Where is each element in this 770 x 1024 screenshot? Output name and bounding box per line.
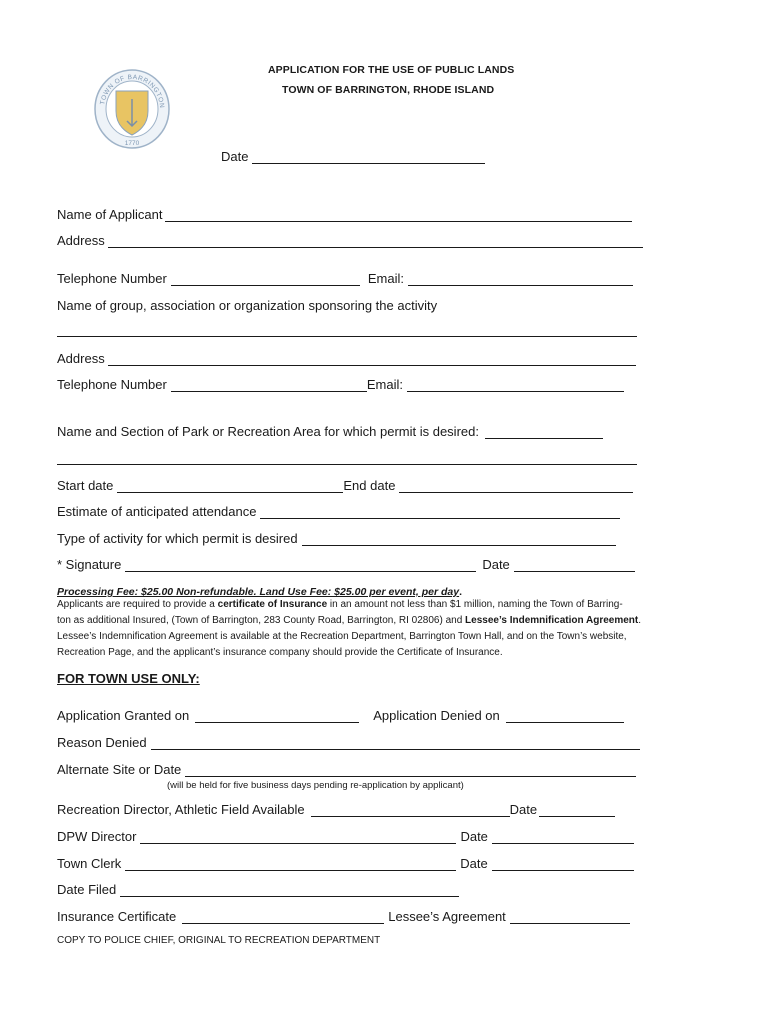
group-label: Name of group, association or organization sponsoring the activity: [57, 298, 438, 313]
town-name: TOWN OF BARRINGTON, RHODE ISLAND: [282, 84, 495, 96]
dpw-director-label: DPW Director: [57, 829, 137, 844]
rec-director-line[interactable]: [311, 804, 510, 817]
denied-line[interactable]: [506, 710, 624, 723]
sponsor-address-line[interactable]: [108, 353, 636, 366]
distribution-footer: COPY TO POLICE CHIEF, ORIGINAL TO RECREATION DEPARTMENT: [57, 935, 381, 946]
clerk-date-line[interactable]: [492, 858, 634, 871]
reason-denied-line[interactable]: [151, 737, 640, 750]
applicant-name-field[interactable]: [57, 207, 632, 222]
start-date-line[interactable]: [117, 480, 343, 493]
sponsor-email-label: Email:: [366, 377, 403, 392]
rec-director-field[interactable]: [57, 802, 615, 817]
town-clerk-label: Town Clerk: [57, 856, 122, 871]
reason-denied-label: Reason Denied: [57, 735, 147, 750]
signature-date-line[interactable]: [514, 559, 635, 572]
fee-text: Processing Fee: $25.00 Non-refundable. Land Use Fee: $25.00 per event, per day: [57, 586, 460, 598]
park-section-line-2[interactable]: [57, 464, 637, 465]
park-section-label: Name and Section of Park or Recreation Area for which permit is desired:: [57, 424, 479, 439]
applicant-phone-label: Telephone Number: [57, 271, 167, 286]
sponsor-phone-line[interactable]: [171, 379, 367, 392]
para1-text: Applicants are required to provide a: [57, 599, 218, 610]
granted-denied-field[interactable]: [57, 708, 624, 723]
town-seal: [94, 69, 170, 149]
granted-label: Application Granted on: [57, 708, 190, 723]
signature-line[interactable]: [125, 559, 476, 572]
town-seal-graphic: [94, 69, 170, 149]
applicant-email-label: Email:: [367, 271, 404, 286]
rec-director-date-line[interactable]: [539, 804, 615, 817]
attendance-field[interactable]: [57, 504, 620, 519]
sponsor-address-label: Address: [57, 351, 105, 366]
activity-type-line[interactable]: [302, 533, 616, 546]
insurance-lessee-field[interactable]: [57, 909, 630, 924]
activity-type-label: Type of activity for which permit is desired: [57, 531, 298, 546]
applicant-address-label: Address: [57, 233, 105, 248]
park-section-field[interactable]: [57, 424, 603, 439]
fee-period: .: [459, 586, 462, 598]
dpw-director-field[interactable]: [57, 829, 634, 844]
insurance-paragraph-line2: [57, 613, 641, 629]
sponsor-email-line[interactable]: [407, 379, 624, 392]
denied-label: Application Denied on: [373, 708, 500, 723]
park-section-line[interactable]: [485, 426, 603, 439]
granted-line[interactable]: [195, 710, 359, 723]
sponsor-phone-label: Telephone Number: [57, 377, 167, 392]
reason-denied-field[interactable]: [57, 735, 640, 750]
para3-end: .: [638, 615, 642, 626]
insurance-cert-label: Insurance Certificate: [57, 909, 177, 924]
clerk-date-label: Date: [460, 856, 488, 871]
date-field[interactable]: [221, 149, 485, 164]
dpw-director-line[interactable]: [140, 831, 456, 844]
date-filed-field[interactable]: [57, 882, 459, 897]
applicant-name-label: Name of Applicant: [57, 207, 163, 222]
start-date-label: Start date: [57, 478, 114, 493]
lessee-agreement-label: Lessee’s Agreement: [388, 909, 506, 924]
rec-director-label: Recreation Director, Athletic Field Available: [57, 802, 305, 817]
date-filed-line[interactable]: [120, 884, 459, 897]
town-clerk-field[interactable]: [57, 856, 634, 871]
lessee-agreement-line[interactable]: [510, 911, 630, 924]
end-date-label: End date: [343, 478, 396, 493]
sponsor-address-field[interactable]: [57, 351, 636, 366]
dpw-date-line[interactable]: [492, 831, 634, 844]
para3-bold: Lessee’s Indemnification Agreement: [465, 615, 639, 626]
applicant-email-line[interactable]: [408, 273, 633, 286]
insurance-paragraph-line4: Recreation Page, and the applicant’s insurance company should provide the Certificate of Insurance.: [57, 647, 503, 658]
start-end-date-field[interactable]: [57, 478, 633, 493]
para3-text: ton as additional Insured, (Town of Barrington, 283 County Road, Barrington, RI 02806) and: [57, 615, 466, 626]
alternate-site-line[interactable]: [185, 764, 636, 777]
alternate-site-field[interactable]: [57, 762, 636, 777]
alternate-site-note: (will be held for five business days pending re-application by applicant): [167, 780, 464, 791]
date-line[interactable]: [252, 151, 485, 164]
applicant-phone-field[interactable]: [57, 271, 633, 286]
activity-type-field[interactable]: [57, 531, 616, 546]
group-line[interactable]: [57, 336, 637, 337]
signature-date-label: Date: [482, 557, 510, 572]
dpw-date-label: Date: [460, 829, 488, 844]
end-date-line[interactable]: [399, 480, 633, 493]
town-use-heading: FOR TOWN USE ONLY:: [57, 671, 200, 686]
date-filed-label: Date Filed: [57, 882, 117, 897]
date-label: Date: [221, 149, 249, 164]
form-title: APPLICATION FOR THE USE OF PUBLIC LANDS: [268, 64, 515, 76]
applicant-address-line[interactable]: [108, 235, 643, 248]
sponsor-phone-field[interactable]: [57, 377, 624, 392]
insurance-paragraph-line3: Lessee’s Indemnification Agreement is available at the Recreation Department, Barrington Town Hall, and on the Town’s website,: [57, 631, 627, 642]
para1-bold: certificate of Insurance: [217, 599, 328, 610]
insurance-cert-line[interactable]: [182, 911, 384, 924]
insurance-paragraph-line1: [57, 597, 623, 613]
applicant-address-field[interactable]: [57, 233, 643, 248]
signature-label: * Signature: [57, 557, 122, 572]
alternate-site-label: Alternate Site or Date: [57, 762, 182, 777]
signature-field[interactable]: [57, 557, 635, 572]
para2-text: in an amount not less than $1 million, naming the Town of Barring-: [327, 599, 623, 610]
applicant-name-line[interactable]: [165, 209, 632, 222]
group-label-row: [57, 298, 437, 313]
seal-year: 1770: [124, 140, 140, 147]
rec-director-date-label: Date: [509, 802, 538, 817]
attendance-line[interactable]: [260, 506, 620, 519]
applicant-phone-line[interactable]: [171, 273, 360, 286]
attendance-label: Estimate of anticipated attendance: [57, 504, 257, 519]
seal-text: TOWN OF BARRINGTON: [99, 73, 166, 109]
town-clerk-line[interactable]: [125, 858, 456, 871]
